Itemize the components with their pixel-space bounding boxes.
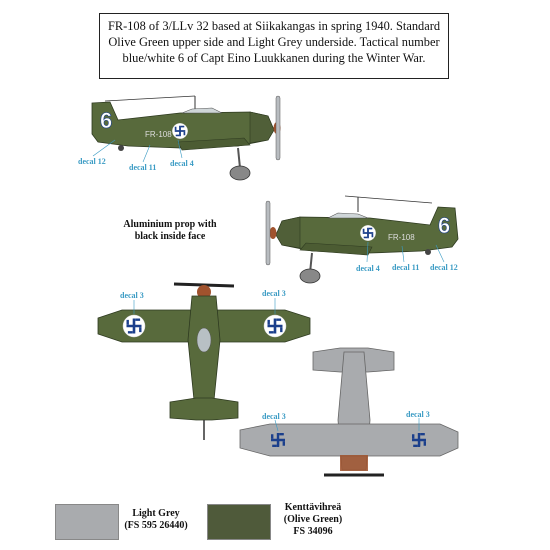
caption-line-3: blue/white 6 of Capt Eino Luukkanen during the Winter War. xyxy=(122,51,426,65)
light-grey-swatch xyxy=(55,504,119,540)
olive-green-name: Kenttävihreä xyxy=(284,502,342,513)
light-grey-label xyxy=(121,508,191,532)
light-grey-code: (FS 595 26440) xyxy=(124,520,188,531)
decal-label-11: decal 11 xyxy=(129,163,157,172)
olive-green-swatch xyxy=(207,504,271,540)
olive-green-code: FS 34096 xyxy=(293,526,333,537)
light-grey-name: Light Grey xyxy=(132,508,180,519)
serial-text: FR-108 xyxy=(145,130,172,139)
decal-label-12b: decal 12 xyxy=(430,263,458,272)
olive-green-label xyxy=(273,502,353,538)
decal-label-3-top-left: decal 3 xyxy=(120,291,144,300)
decal-label-4: decal 4 xyxy=(170,159,194,168)
decal-label-4b: decal 4 xyxy=(356,264,380,273)
serial-text-2: FR-108 xyxy=(388,233,415,242)
decal-label-12: decal 12 xyxy=(78,157,106,166)
prop-note-line-1: Aluminium prop with xyxy=(123,219,217,230)
tactical-number-text-2: 6 xyxy=(438,213,451,238)
tactical-number-text: 6 xyxy=(100,108,113,133)
olive-green-name-2: (Olive Green) xyxy=(283,514,343,525)
caption-line-1: FR-108 of 3/LLv 32 based at Siikakangas in spring 1940. Standard xyxy=(107,19,441,33)
prop-note-line-2: black inside face xyxy=(134,231,206,242)
caption-line-2: Olive Green upper side and Light Grey underside. Tactical number xyxy=(108,35,440,49)
decal-label-11b: decal 11 xyxy=(392,263,420,272)
decal-label-3-bottom-left: decal 3 xyxy=(262,412,286,421)
decal-label-3-top-right: decal 3 xyxy=(262,289,286,298)
decal-label-3-bottom-right: decal 3 xyxy=(406,410,430,419)
prop-note xyxy=(110,219,230,243)
